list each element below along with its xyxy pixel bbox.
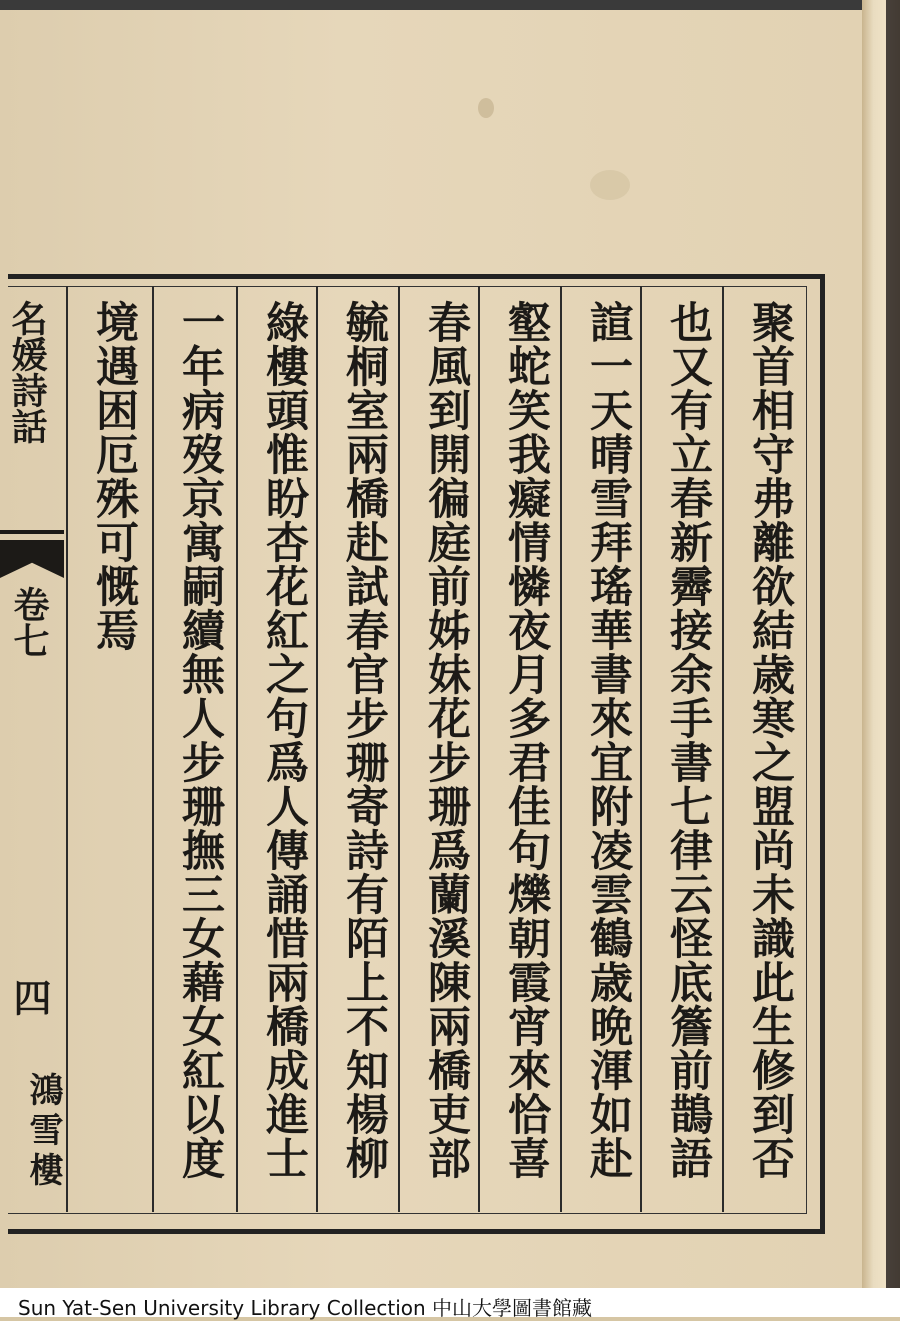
fish-tail-rule (0, 530, 64, 534)
spine-shadow (886, 0, 900, 1288)
text-column-9: 境遇困厄殊可慨焉 (89, 300, 139, 652)
column-rule (316, 286, 318, 1212)
column-rule (560, 286, 562, 1212)
text-column-5: 春風到開徧庭前姊妹花步珊爲蘭溪陳兩橋吏部 (421, 300, 471, 1180)
text-column-1: 聚首相守弗離欲結歳寒之盟尚未識此生修到否 (745, 300, 795, 1180)
text-column-3: 諠一天晴雪拜瑤華書來宜附凌雲鶴歳晩渾如赴 (583, 300, 633, 1180)
column-rule (722, 286, 724, 1212)
column-rule (478, 286, 480, 1212)
paper-stain (478, 98, 494, 118)
column-rule (152, 286, 154, 1212)
collection-credit: Sun Yat-Sen University Library Collection 中山大學圖書館藏 (18, 1296, 593, 1320)
volume-number: 卷七 (8, 586, 50, 658)
column-rule (398, 286, 400, 1212)
text-column-7: 綠樓頭惟盼杏花紅之句爲人傳誦惜兩橋成進士 (259, 300, 309, 1180)
text-column-6: 毓桐室兩橋赴試春官步珊寄詩有陌上不知楊柳 (339, 300, 389, 1180)
paper-stain (590, 170, 630, 200)
column-rule (640, 286, 642, 1212)
book-title: 名媛詩話 (6, 300, 48, 444)
collection-footer (0, 1288, 900, 1320)
folio-number: 四 (7, 978, 52, 1016)
top-edge-shadow (0, 0, 900, 10)
text-column-8: 一年病歿京寓嗣續無人步珊撫三女藉女紅以度 (175, 300, 225, 1180)
studio-name: 鴻雪樓 (23, 1072, 63, 1192)
text-column-2: 也又有立春新霽接余手書七律云怪底簷前鵲語 (663, 300, 713, 1180)
text-column-4: 壑蛇笑我癡情憐夜月多君佳句爍朝霞宵來恰喜 (501, 300, 551, 1180)
column-rule (236, 286, 238, 1212)
